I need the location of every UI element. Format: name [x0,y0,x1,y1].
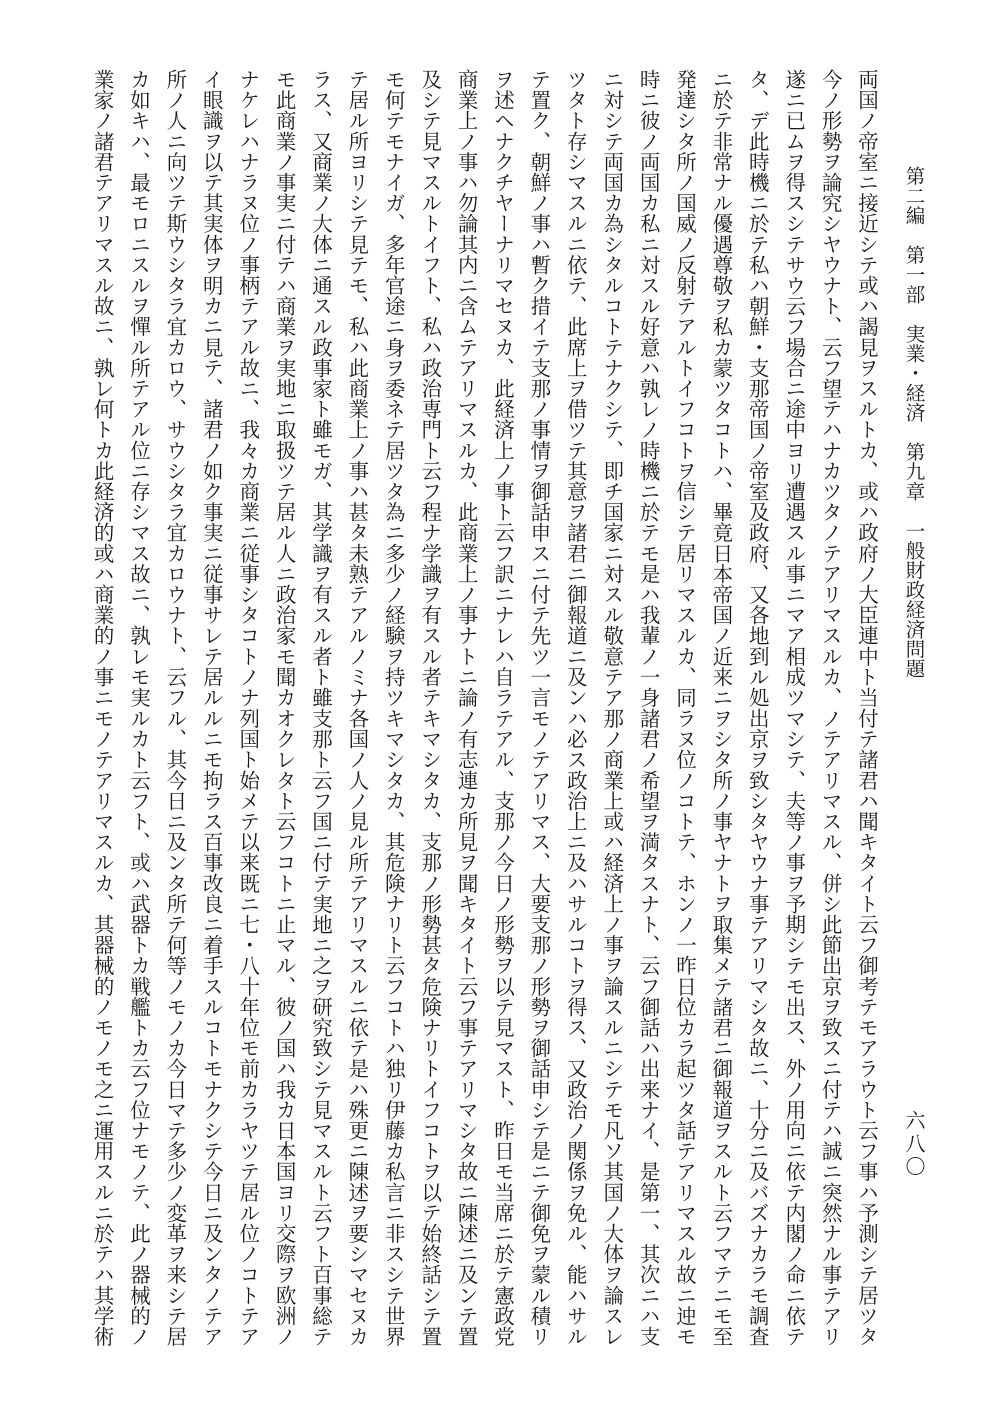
text-column: キマシタカ、其危険ナリト云フコトハ独リ伊藤カ私言ニ非スシテ世界 [381,708,406,1347]
text-column: モノテアリマスルカ、其器械的ノモノモ之ニ運用スルニ於テハ其学術 [90,708,115,1347]
text-column: タ、デ此時機ニ於テ私ハ朝鮮・支那帝国ノ帝室及政府、又各地到ル処 [745,69,770,708]
text-column: テ居ル所ヨリシテ見テモ、私ハ此商業上ノ事ハ甚タ未熟テアルノミナ [344,69,369,708]
text-column: ヲシタ所ノ事ヤナトヲ取集メテ諸君ニ御報道ヲスルト云フマテニモ至 [708,708,733,1347]
text-column: モ何テモナイガ、多年官途ニ身ヲ委ネテ居ツタ為ニ多少ノ経験ヲ持ツ [381,69,406,708]
text-column: ノテアリマスル、併シ此節出京ヲ致スニ付テハ誠ニ突然ナル事テアリ [818,708,843,1347]
text-column: ハ必ス政治上ニ及ハサルコトヲ得ス、又政治ノ関係ヲ免ル、能ハサル [563,708,588,1347]
page-number: 六八〇 [902,1110,926,1179]
text-column: 遂ニ已ムヲ得スシテサウ云フ場合ニ途中ヨリ遭遇スル事ニマア相成ツ [781,69,806,708]
text-column: キマシタカ、支那ノ形勢甚タ危険ナリトイフコトヲ以テ始終話シテ置 [417,708,442,1347]
text-column: 各国ノ人ノ見ル所テアリマスルニ依テ是ハ殊更ニ陳述ヲ要シマセヌカ [344,708,369,1347]
text-column: 付テ諸君ハ聞キタイト云フ御考テモアラウト云フ事ハ予測シテ居ツタ [854,708,879,1347]
text-column: ラヌ位ノコトテ、ホンノ一昨日位カラ起ツタ話テアリマスル故ニ迚モ [672,708,697,1347]
text-column: カ如キハ、最モロニスルヲ憚ル所テアル位ニ存シマス故ニ、孰レモ実 [126,69,151,708]
text-column: 支那ト云フ国ニ付テ実地ニ之ヲ研究致シテ見マスルト云フト百事総テ [308,708,333,1347]
text-column: 今ノ形勢ヲ論究シヤウナト、云フ望テハナカツタノテアリマスルカ、 [818,69,843,708]
text-column: ニ於テ非常ナル優遇尊敬ヲ私カ蒙ツタコトハ、畢竟日本帝国ノ近来ニ [708,69,733,708]
text-column: 諸君ノ希望ヲ満タスナト、云フ御話ハ出来ナイ、是第一、其次ニハ支 [636,708,661,1347]
text-column: 及シテ見マスルトイフト、私ハ政治専門ト云フ程ナ学識ヲ有スル者テ [417,69,442,708]
text-column: イ眼識ヲ以テ其実体ヲ明カニ見テ、諸君ノ如ク事実ニ従事サレテ居ル [199,69,224,708]
text-column: ルニモ拘ラス百事改良ニ着手スルコトモナクシテ今日ニ及ンタノテア [199,708,224,1347]
text-column: 時ニ彼ノ両国カ私ニ対スル好意ハ孰レノ時機ニ於テモ是ハ我輩ノ一身 [636,69,661,708]
text-column: 業家ノ諸君テアリマスル故ニ、孰レ何トカ此経済的或ハ商業的ノ事ニ [90,69,115,708]
text-column: 両国ノ帝室ニ接近シテ或ハ謁見ヲスルトカ、或ハ政府ノ大臣連中ト当 [854,69,879,708]
text-column: 所ノ人ニ向ツテ斯ウシタラ宜カロウ、サウシタラ宜カロウナト、云フ [162,69,187,708]
running-head: 第二編 第一部 実業・経済 第九章 一般財政経済問題 [902,166,926,679]
text-column: ニ対シテ両国カ為シタルコトテナクシテ、即チ国家ニ対スル敬意テア [599,69,624,708]
text-column: モノテアリマス、大要支那ノ形勢ヲ御話申シテ是ニテ御免ヲ蒙ル積リ [526,708,551,1347]
text-column: オクレタト云フコトニ止マル、彼ノ国ハ我カ日本国ヨリ交際ヲ欧洲ノ [272,708,297,1347]
text-column: テアル、支那ノ今日ノ形勢ヲ以テ見マスト、昨日モ当席ニ於テ憲政党 [490,708,515,1347]
text-column: マシテ、夫等ノ事ヲ予期シテモ出ス、外ノ用向ニ依テ内閣ノ命ニ依テ [781,708,806,1347]
text-column: 那ノ商業上或ハ経済上ノ事ヲ論スルニシテモ凡ソ其国ノ大体ヲ論スレ [599,708,624,1347]
text-column: ルカト云フト、或ハ武器トカ戦艦トカ云フ位ナモノテ、此ノ器械的ノ [126,708,151,1347]
text-column: 列国ト始メテ以来既ニ七・八十年位モ前カラヤツテ居ル位ノコトテア [235,708,260,1347]
text-column: ナケレハナラヌ位ノ事柄テアル故ニ、我々カ商業ニ従事シタコトノナ [235,69,260,708]
text-column: テ置ク、朝鮮ノ事ハ暫ク措イテ支那ノ事情ヲ御話申スニ付テ先ツ一言 [526,69,551,708]
text-column: モ此商業ノ事実ニ付テハ商業ヲ実地ニ取扱ツテ居ル人ニ政治家モ聞カ [272,69,297,708]
text-column: ラス、又商業ノ大体ニ通スル政事家ト雖モガ、其学識ヲ有スル者ト雖 [308,69,333,708]
text-column: ノ有志連カ所見ヲ聞キタイト云フ事テアリマシタ故ニ陳述ニ及ンテ置 [454,708,479,1347]
text-column: 発達シタ所ノ国威ノ反射テアルトイフコトヲ信シテ居リマスルカ、同 [672,69,697,708]
text-column: 商業上ノ事ハ勿論其内ニ含ムテアリマスルカ、此商業上ノ事ナトニ論 [454,69,479,708]
text-column: ツタト存シマスルニ依テ、此席上ヲ借ツテ其意ヲ諸君ニ御報道ニ及ン [563,69,588,708]
text-column: ル、其今日ニ及ンタ所テ何等ノモノカ今日マテ多少ノ変革ヲ来シテ居 [162,708,187,1347]
text-column: ヲ述ヘナクチヤーナリマセヌカ、此経済上ノ事ト云フ訳ニナレハ自ラ [490,69,515,708]
text-column: 出京ヲ致シタヤウナ事テアリマシタ故ニ、十分ニ及バズナカラモ調査 [745,708,770,1347]
